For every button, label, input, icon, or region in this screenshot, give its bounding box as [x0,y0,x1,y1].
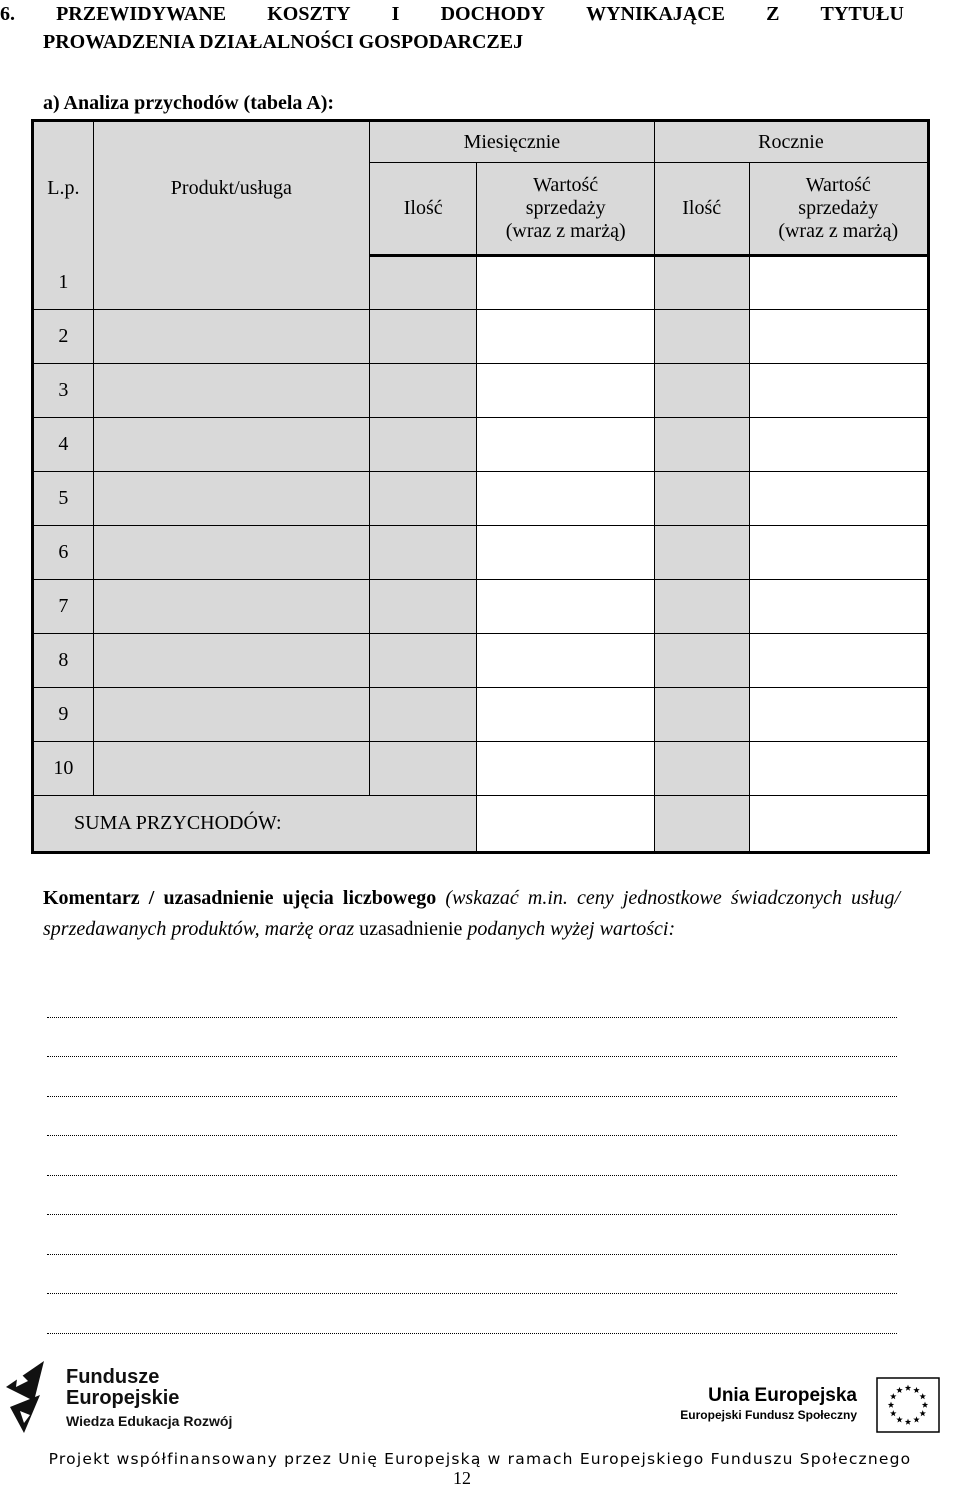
monthly-value-cell[interactable] [477,472,654,526]
yearly-quantity-cell[interactable] [654,526,749,580]
header-value-line: (wraz z marżą) [778,220,899,242]
header-product: Produkt/usługa [93,121,369,256]
yearly-quantity-cell[interactable] [654,472,749,526]
table-row [33,688,929,742]
row-number: 10 [33,742,94,796]
row-number: 5 [33,472,94,526]
header-value-line: sprzedaży [798,197,879,219]
heading-line-1 [0,0,904,28]
monthly-quantity-cell[interactable] [369,580,477,634]
monthly-value-cell[interactable] [477,688,654,742]
fundusze-europejskie-text [66,1367,232,1430]
header-value-line: Wartość [805,174,871,196]
table-row [33,634,929,688]
fe-line-3: Wiedza Edukacja Rozwój [66,1413,233,1429]
header-monthly: Miesięcznie [369,121,654,163]
dotted-line[interactable] [47,1018,897,1058]
comment-answer-area[interactable] [47,978,897,1334]
product-cell[interactable] [93,526,369,580]
yearly-value-cell[interactable] [749,310,928,364]
header-yearly-quantity: Ilość [654,163,749,256]
monthly-value-cell[interactable] [477,634,654,688]
monthly-quantity-cell[interactable] [369,364,477,418]
monthly-value-cell[interactable] [477,256,654,310]
product-cell[interactable] [93,310,369,364]
heading-word: I [391,3,400,25]
product-cell[interactable] [93,634,369,688]
cofinancing-footer: Projekt współfinansowany przez Unię Europejską w ramach Europejskiego Funduszu Społecznego [48,1450,912,1468]
heading-word: Z [766,3,780,25]
yearly-value-cell[interactable] [749,634,928,688]
product-cell[interactable] [93,580,369,634]
table-row [33,418,929,472]
row-number: 2 [33,310,94,364]
dotted-line[interactable] [47,978,897,1018]
yearly-quantity-cell[interactable] [654,742,749,796]
header-value-line: Wartość [533,174,599,196]
monthly-value-cell[interactable] [477,418,654,472]
monthly-quantity-cell[interactable] [369,418,477,472]
header-monthly-quantity: Ilość [369,163,477,256]
table-row [33,256,929,310]
row-number: 3 [33,364,94,418]
row-number: 1 [33,256,94,310]
header-yearly-value [749,163,928,256]
dotted-line[interactable] [47,1215,897,1255]
yearly-value-cell[interactable] [749,472,928,526]
table-caption: a) Analiza przychodów (tabela A): [43,92,335,114]
comment-italic-1: (wskazać m.in. ceny jednostkowe świadczonych usług/ sprzedawanych produktów, marżę oraz [43,887,900,940]
heading-word: PRZEWIDYWANE [56,3,227,25]
header-monthly-value [477,163,654,256]
section-heading [0,0,904,56]
monthly-quantity-cell[interactable] [369,688,477,742]
yearly-quantity-cell[interactable] [654,310,749,364]
header-yearly: Rocznie [654,121,928,163]
header-lp: L.p. [33,121,94,256]
row-number: 6 [33,526,94,580]
row-number: 4 [33,418,94,472]
monthly-value-cell[interactable] [477,364,654,418]
yearly-value-cell[interactable] [749,580,928,634]
header-value-line: sprzedaży [525,197,606,219]
comment-bold: Komentarz / uzasadnienie ujęcia liczbowego [43,887,437,909]
product-cell[interactable] [93,256,369,310]
yearly-quantity-cell[interactable] [654,634,749,688]
product-cell[interactable] [93,688,369,742]
eu-flag-icon [876,1377,940,1433]
table-row [33,472,929,526]
heading-word: WYNIKAJĄCE [586,3,726,25]
logo-bar [0,1355,960,1440]
monthly-value-cell[interactable] [477,526,654,580]
product-cell[interactable] [93,472,369,526]
monthly-value-cell[interactable] [477,310,654,364]
heading-word: TYTUŁU [820,3,904,25]
monthly-quantity-cell[interactable] [369,472,477,526]
heading-word: KOSZTY [267,3,351,25]
yearly-quantity-cell[interactable] [654,688,749,742]
fundusze-europejskie-logo-icon [4,1357,50,1437]
heading-word: 6. [0,3,15,25]
row-number: 9 [33,688,94,742]
sum-yearly-quantity-cell[interactable] [654,796,749,853]
yearly-quantity-cell[interactable] [654,418,749,472]
sum-label: SUMA PRZYCHODÓW: [33,796,477,853]
monthly-value-cell[interactable] [477,742,654,796]
product-cell[interactable] [93,418,369,472]
product-cell[interactable] [93,742,369,796]
dotted-line[interactable] [47,1176,897,1216]
income-analysis-table [31,119,930,854]
monthly-quantity-cell[interactable] [369,742,477,796]
yearly-value-cell[interactable] [749,742,928,796]
header-value-line: (wraz z marżą) [505,220,626,242]
dotted-line[interactable] [47,1057,897,1097]
monthly-quantity-cell[interactable] [369,310,477,364]
yearly-quantity-cell[interactable] [654,580,749,634]
comment-normal: uzasadnienie [359,918,463,940]
sum-monthly-value-cell[interactable] [477,796,654,853]
monthly-quantity-cell[interactable] [369,634,477,688]
dotted-line[interactable] [47,1136,897,1176]
page-number: 12 [453,1468,471,1488]
fe-line-1: Fundusze [66,1366,160,1388]
heading-line-2: PROWADZENIA DZIAŁALNOŚCI GOSPODARCZEJ [43,31,524,53]
monthly-quantity-cell[interactable] [369,256,477,310]
table-row [33,742,929,796]
monthly-value-cell[interactable] [477,580,654,634]
ue-subtitle: Europejski Fundusz Społeczny [680,1408,857,1422]
table-row [33,580,929,634]
yearly-value-cell[interactable] [749,688,928,742]
yearly-value-cell[interactable] [749,364,928,418]
sum-row [33,796,929,853]
table-row [33,364,929,418]
heading-word: DOCHODY [440,3,546,25]
comment-instructions [43,883,900,945]
sum-yearly-value-cell[interactable] [749,796,928,853]
fe-line-2: Europejskie [66,1387,180,1409]
comment-italic-2: podanych wyżej wartości: [462,918,676,940]
yearly-value-cell[interactable] [749,418,928,472]
yearly-quantity-cell[interactable] [654,256,749,310]
table-row [33,310,929,364]
unia-europejska-text [680,1385,857,1423]
product-cell[interactable] [93,364,369,418]
table-row [33,526,929,580]
monthly-quantity-cell[interactable] [369,526,477,580]
dotted-line[interactable] [47,1294,897,1334]
yearly-value-cell[interactable] [749,526,928,580]
ue-title: Unia Europejska [708,1385,857,1406]
dotted-line[interactable] [47,1097,897,1137]
row-number: 8 [33,634,94,688]
dotted-line[interactable] [47,1255,897,1295]
row-number: 7 [33,580,94,634]
yearly-quantity-cell[interactable] [654,364,749,418]
yearly-value-cell[interactable] [749,256,928,310]
